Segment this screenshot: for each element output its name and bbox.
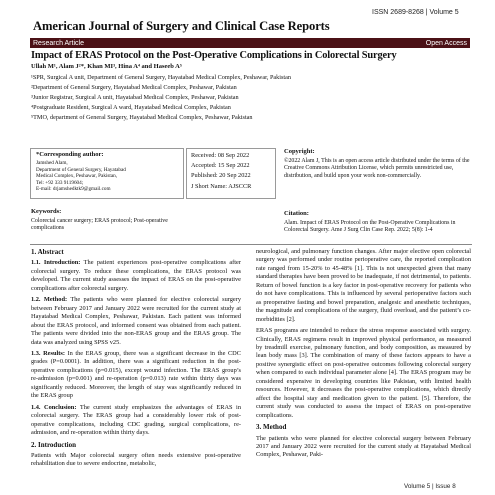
method-text: The patients who were planned for elective colorectal surgery between February 2017 and January 2022 were recruited for the current study at Hayatabad Medical Complex, Peshawar, Pakistan. Each patient was informed about the ERAS protocol, and informed consent was obtained from each patient. The patients were divided into the non-ERAS group and the ERAS group. The data was analyzed using SPSS v25. xyxy=(31,296,242,346)
access-label: Open Access xyxy=(425,39,467,47)
method-paragraph: The patients who were planned for elective colorectal surgery between February 2017 and January 2022 were recruited for the current study at Hayatabad Medical Complex, Peshawar, Paki- xyxy=(256,434,471,459)
citation-text: Alam. Impact of ERAS Protocol on the Post-Operative Complications in Colorectal Surgery. Ame J Surg Clin Case Rep. 2022; 5(8): 1-4 xyxy=(284,219,456,234)
issn-volume: ISSN 2689-8268 | Volume 5 xyxy=(372,9,459,16)
right-column xyxy=(256,248,471,463)
dates-box xyxy=(186,148,276,199)
abstract-method xyxy=(31,296,241,347)
page-footer: Volume 5 | Issue 8 xyxy=(404,483,456,490)
author-list: Ullah M¹, Alam J²*, Khan MI³, Hina A⁴ and Haseeb A⁵ xyxy=(31,63,182,70)
left-column xyxy=(31,248,241,472)
keywords-block xyxy=(31,208,181,233)
copyright-text: ©2022 Alam J, This is an open access article distributed under the terms of the Creative Commons Attribution License, which permits unrestricted use, distribution, and build upon your work non-commercially. xyxy=(284,157,470,180)
method-label: 1.2. Method: xyxy=(31,296,68,304)
corr-address: Medical Complex, Peshawar, Pakistan, xyxy=(36,173,118,180)
corr-name: Jamshed Alam, xyxy=(36,160,68,167)
conclusion-text: The current study emphasizes the advantages of ERAS in colorectal surgery. The ERAS group had a considerably lower risk of post-operative complications, including CDC grading, surgical complications, re-admission, and re-operation within thirty days. xyxy=(31,403,241,437)
affiliation-4: ⁴Postgraduate Resident, Surgical A ward, Hayatabad Medical Complex, Pakistan xyxy=(31,104,231,111)
abstract-introduction xyxy=(31,259,241,293)
abstract-results xyxy=(31,350,241,401)
citation-heading: Citation: xyxy=(284,210,309,217)
journal-title: American Journal of Surgery and Clinical Case Reports xyxy=(33,19,330,33)
accepted-date: Accepted: 15 Sep 2022 xyxy=(191,162,250,170)
received-date: Received: 08 Sep 2022 xyxy=(191,152,250,159)
method-heading: 3. Method xyxy=(256,423,287,432)
published-date: Published: 20 Sep 2022 xyxy=(191,172,251,180)
abstract-heading: 1. Abstract xyxy=(31,248,64,256)
intro-label: 1.1. Introduction: xyxy=(31,259,81,267)
article-type-bar xyxy=(30,38,470,48)
intro-text: The patient experiences post-operative complications after colorectal surgery. To reduce these complications, the ERAS protocol was developed. The current study assesses the impact of ERAS on the post-operative complications after colorectal surgery. xyxy=(31,259,241,292)
intro-paragraph-2: ERAS programs are intended to reduce the stress response associated with surgery. Clinically, ERAS regimens result in improved physical performance, as measured by treadmill exercise, pulmonary function, and body composition, as measured by lean body mass [3]. The combination of many of these factors appears to have a positive synergistic effect on post-operative outcomes following colorectal surgery when compared to each individual parameter alone [4]. The ERAS program may be considered expensive in developing countries like Pakistan, with limited health resources. However, it decreases the post-operative complications, which directly affect the hospital stay and medication given to the patient. [5]. Therefore, the current study was conducted to assess the impact of ERAS on post-operative complications. xyxy=(256,327,471,419)
journal-short-name: J Short Name: AJSCCR xyxy=(191,182,252,190)
affiliation-2: ²Department of General Surgery, Hayatabad Medical Complex, Peshawar, Pakistan xyxy=(31,84,237,91)
conclusion-label: 1.4. Conclusion: xyxy=(31,403,77,411)
results-text: In the ERAS group, there was a significant decrease in the CDC grades (P=0.0001). In addition, there was a significant reduction in the post-operative complications (p=0.015), except wound infection. The ERAS group’s re-admission (p=0.001) and re-operation (p=0.013) rate within thirty days was significantly reduced. Moreover, the length of stay was significantly reduced in the ERAS group xyxy=(31,349,241,400)
corr-email[interactable]: E-mail: drjamshedktk9@gmail.com xyxy=(36,186,111,193)
introduction-text: Patients with Major colorectal surgery often needs extensive post-operative rehabilitation due to severe endocrine, metabolic, xyxy=(31,451,241,468)
copyright-heading: Copyright: xyxy=(284,148,315,155)
corr-phone: Tel: +92 333 9119604; xyxy=(36,179,84,186)
corresponding-heading: *Corresponding author: xyxy=(36,151,104,158)
article-type-label: Research Article xyxy=(33,39,84,47)
affiliation-5: ⁵TMO, department of General Surgery, Hayatabad Medical Complex, Peshawar, Pakistan xyxy=(31,114,253,121)
introduction-heading: 2. Introduction xyxy=(31,440,76,449)
abstract-conclusion xyxy=(31,404,241,438)
citation-block xyxy=(284,210,472,235)
section-divider xyxy=(30,244,472,245)
affiliation-1: ¹SPR, Surgical A unit, Department of General Surgery, Hayatabad Medical Complex, Peshawar, Pakistan xyxy=(31,74,291,81)
corr-dept: Department of General Surgery, Hayatabad xyxy=(36,166,126,173)
keywords-text: Colorectal cancer surgery; ERAS protocol; Post-operative complications xyxy=(31,217,168,231)
intro-paragraph-1: neurological, and pulmonary function changes. After major elective open colorectal surgery was performed under routine perioperative care, the reported complication rate ranged from 15-20% to 45-48% [1]. This is not unexpected given that many standard therapies have been proved to be inadequate, if not detrimental, to patients. Return of bowel function is a key factor in post-operative recovery for patients who do not have complications. This is influenced by several perioperative factors such as preoperative fasting and bowel preparation, analgesic and anesthetic techniques, the magnitude and complications of the surgery, fluid overload, and the patient’s co-morbidities [2]. xyxy=(256,248,471,323)
corresponding-author-box xyxy=(30,148,184,199)
copyright-block xyxy=(284,148,472,181)
keywords-heading: Keywords: xyxy=(31,208,62,215)
affiliation-3: ³Junior Registrar, Surgical A unit, Hayatabad Medical Complex, Peshawar, Pakistan xyxy=(31,94,239,101)
affiliations xyxy=(31,73,291,123)
article-title: Impact of ERAS Protocol on the Post-Operative Complications in Colorectal Surgery xyxy=(31,50,397,61)
results-label: 1.3. Results: xyxy=(31,349,65,357)
